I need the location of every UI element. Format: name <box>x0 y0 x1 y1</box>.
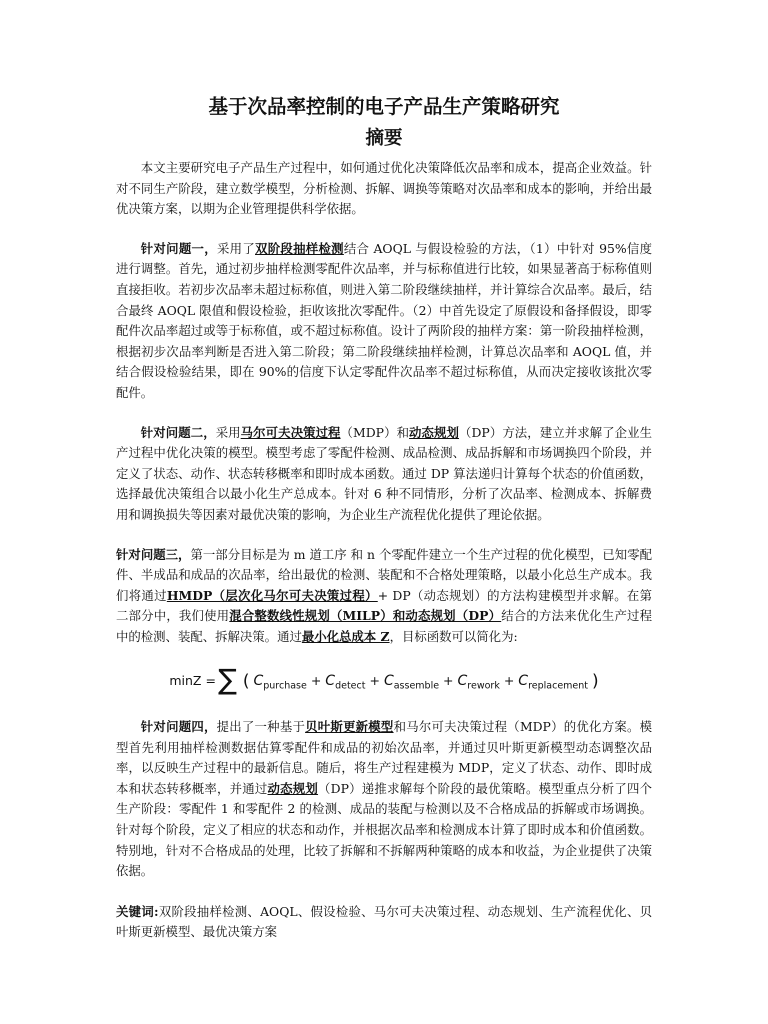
formula-right-paren: ) <box>592 671 599 692</box>
formula-plus: + <box>443 673 454 689</box>
paper-title: 基于次品率控制的电子产品生产策略研究 <box>208 95 560 118</box>
formula-left-paren: ( <box>242 671 250 692</box>
problem-four-method: 贝叶斯更新模型 <box>305 718 394 734</box>
formula-term-replacement: replacement <box>528 680 589 692</box>
problem-one-paragraph <box>116 239 652 404</box>
formula-term-symbol: C <box>253 673 264 690</box>
problem-three-text-a: 第一部分目标是为 m 道工序 和 n 个零配件建立一个生产过程的优化模型，已知零配件、半成品和成品的次品率，给出最优的检测、装配和不合格处理策略，以最小化总生产成本。我们将通过 <box>116 546 652 603</box>
formula-term-symbol: C <box>457 673 468 690</box>
formula-plus: + <box>369 673 380 689</box>
problem-one-text-a: 采用了 <box>216 240 256 256</box>
problem-four-paragraph <box>116 717 652 882</box>
problem-two-paragraph <box>116 423 652 526</box>
formula-plus: + <box>503 673 515 689</box>
formula-term-symbol: C <box>383 673 394 690</box>
keywords-text: 双阶段抽样检测、AOQL、假设检验、马尔可夫决策过程、动态规划、生产流程优化、贝叶斯更新模型、最优决策方案 <box>116 903 653 940</box>
problem-four-text-c: （DP）递推求解每个阶段的最优策略。模型重点分析了四个生产阶段：零配件 1 和零配件 2 的检测、成品的装配与检测以及不合格成品的拆解或市场调换。针对每个阶段，定义了相应的状态和动作，并根据次品率和检测成本计算了即时成本和价值函数。特别地，针对不合格成品的处理，比较了拆解和不拆解两种策略的成本和收益，为企业提供了决策依据。 <box>116 780 653 879</box>
keywords <box>116 902 652 943</box>
formula-term-detect: detect <box>335 680 366 692</box>
problem-two-method-mdp: 马尔可夫决策过程 <box>240 424 341 440</box>
formula-term-rework: rework <box>467 680 500 692</box>
formula-sum-symbol: ∑ <box>217 662 237 696</box>
problem-two-label: 针对问题二， <box>140 424 216 440</box>
problem-two-method-dp: 动态规划 <box>409 424 459 440</box>
problem-two-text-b: （MDP）和 <box>340 424 410 440</box>
abstract-heading: 摘要 <box>365 128 403 149</box>
problem-three-label: 针对问题三， <box>116 546 191 562</box>
problem-one-method: 双阶段抽样检测 <box>255 240 344 256</box>
problem-one-label: 针对问题一， <box>140 240 217 256</box>
formula-term-symbol: C <box>518 673 529 690</box>
problem-three-method-milp: 混合整数线性规划（MILP）和动态规划（DP） <box>229 608 502 624</box>
formula-lhs: minZ = <box>169 673 216 689</box>
problem-four-text-a: 提出了一种基于 <box>216 718 306 734</box>
problem-three-text-d: ，目标函数可以简化为: <box>389 628 518 644</box>
problem-two-text-a: 采用 <box>215 424 241 440</box>
problem-three-objective: 最小化总成本 Z <box>301 628 390 644</box>
paper-page <box>116 92 652 943</box>
problem-three-method-hmdp: HMDP（层次化马尔可夫决策过程） <box>166 587 378 603</box>
objective-formula <box>116 662 652 699</box>
problem-two-text-c: （DP）方法，建立并求解了企业生产过程中优化决策的模型。模型考虑了零配件检测、成品检测、成品拆解和市场调换四个阶段，并定义了状态、动作、状态转移概率和即时成本函数。通过 DP 算法递归计算每个状态的价值函数，选择最优决策组合以最小化生产总成本。针对 6 种不同情形，分析了次品率、检测成本、拆解费用和调换损失等因素对最优决策的影响，为企业生产流程优化提供了理论依据。 <box>116 424 653 522</box>
problem-three-text-c: 结合的方法来优化生产过程中的检测、装配、拆解决策。通过 <box>116 608 653 644</box>
problem-three-text-b: + DP（动态规划）的方法构建模型并求解。在第二部分中，我们使用 <box>116 587 652 624</box>
formula-term-purchase: purchase <box>263 680 307 692</box>
keywords-label: 关键词: <box>116 903 159 919</box>
formula-term-symbol: C <box>325 673 336 690</box>
formula-plus: + <box>310 673 322 689</box>
problem-four-method-dp: 动态规划 <box>267 780 319 796</box>
problem-four-label: 针对问题四， <box>140 718 217 734</box>
problem-three-paragraph <box>116 545 652 648</box>
abstract-intro: 本文主要研究电子产品生产过程中，如何通过优化决策降低次品率和成本，提高企业效益。针对不同生产阶段，建立数学模型，分析检测、拆解、调换等策略对次品率和成本的影响，并给出最优决策方案，以期为企业管理提供科学依据。 <box>116 160 652 217</box>
formula-term-assemble: assemble <box>393 680 440 692</box>
problem-one-text-b: 结合 AOQL 与假设检验的方法，（1）中针对 95%信度进行调整。首先，通过初步抽样检测零配件次品率，并与标称值进行比较，如果显著高于标称值则直接拒收。若初步次品率未超过标称值，则进入第二阶段继续抽样，并计算综合次品率。最后，结合最终 AOQL 限值和假设检验，拒收该批次零配件。（2）中首先设定了原假设和备择假设，即零配件次品率超过或等于标称值，或不超过标称值。设计了两阶段的抽样方案：第一阶段抽样检测，根据初步次品率判断是否进入第二阶段；第二阶段继续抽样检测，计算总次品率和 AOQL 值，并结合假设检验结果，即在 90%的信度下认定零配件次品率不超过标称值，从而决定接收该批次零配件。 <box>116 240 653 400</box>
problem-four-text-b: 和马尔可夫决策过程（MDP）的优化方案。模型首先利用抽样检测数据估算零配件和成品的初始次品率，并通过贝叶斯更新模型动态调整次品率，以反映生产过程中的最新信息。随后，将生产过程建模为 MDP，定义了状态、动作、即时成本和状态转移概率，并通过 <box>116 718 653 796</box>
